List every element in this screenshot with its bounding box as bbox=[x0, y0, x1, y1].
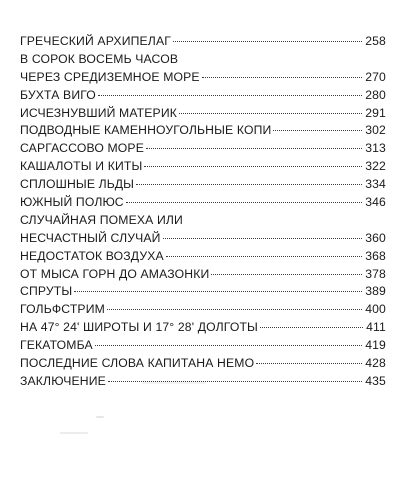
toc-entry-line bbox=[20, 301, 386, 319]
dot-leader bbox=[126, 202, 362, 203]
page-number: 368 bbox=[365, 248, 386, 263]
toc-entry bbox=[20, 283, 386, 301]
dot-leader bbox=[95, 345, 362, 346]
page-number: 428 bbox=[365, 356, 386, 371]
page-number: 360 bbox=[365, 230, 386, 245]
toc-entry bbox=[20, 337, 386, 355]
toc-entry-line bbox=[20, 105, 386, 123]
dot-leader bbox=[166, 256, 362, 257]
page-number: 389 bbox=[365, 284, 386, 299]
toc-entry-line bbox=[20, 266, 386, 284]
toc-entry bbox=[20, 194, 386, 212]
paper-smudge bbox=[60, 432, 88, 434]
chapter-title: СПЛОШНЫЕ ЛЬДЫ bbox=[20, 177, 135, 192]
page-number: 322 bbox=[365, 159, 386, 174]
dot-leader bbox=[74, 291, 362, 292]
toc-entry-line bbox=[20, 319, 386, 337]
toc-entry-line bbox=[20, 122, 386, 140]
toc-entry-line bbox=[20, 373, 386, 391]
toc-entry bbox=[20, 122, 386, 140]
toc-entry bbox=[20, 105, 386, 123]
dot-leader bbox=[107, 309, 362, 310]
toc-entry-line bbox=[20, 51, 386, 69]
dot-leader bbox=[136, 184, 362, 185]
page-number: 313 bbox=[365, 141, 386, 156]
page-number: 419 bbox=[365, 338, 386, 353]
chapter-title: НА 47° 24' ШИРОТЫ И 17° 28' ДОЛГОТЫ bbox=[20, 320, 258, 335]
page-number: 334 bbox=[365, 177, 386, 192]
toc-entry-line bbox=[20, 140, 386, 158]
chapter-title: ЧЕРЕЗ СРЕДИЗЕМНОЕ МОРЕ bbox=[20, 69, 200, 84]
chapter-title: В СОРОК ВОСЕМЬ ЧАСОВ bbox=[20, 51, 179, 66]
dot-leader bbox=[108, 381, 362, 382]
chapter-title: НЕСЧАСТНЫЙ СЛУЧАЙ bbox=[20, 230, 161, 245]
toc-entry-line bbox=[20, 158, 386, 176]
chapter-title: ОТ МЫСА ГОРН ДО АМАЗОНКИ bbox=[20, 266, 210, 281]
chapter-title: НЕДОСТАТОК ВОЗДУХА bbox=[20, 248, 164, 263]
toc-entry bbox=[20, 355, 386, 373]
chapter-title: ГРЕЧЕСКИЙ АРХИПЕЛАГ bbox=[20, 34, 171, 48]
toc-entry-line bbox=[20, 194, 386, 212]
chapter-title: ЮЖНЫЙ ПОЛЮС bbox=[20, 195, 124, 210]
page-number: 378 bbox=[365, 266, 386, 281]
toc-entry-line bbox=[20, 248, 386, 266]
chapter-title: ПОДВОДНЫЕ КАМЕННОУГОЛЬНЫЕ КОПИ bbox=[20, 123, 272, 138]
chapter-title: ПОСЛЕДНИЕ СЛОВА КАПИТАНА НЕМО bbox=[20, 356, 255, 371]
toc-entry-line bbox=[20, 69, 386, 87]
toc-entry bbox=[20, 140, 386, 158]
chapter-title: КАШАЛОТЫ И КИТЫ bbox=[20, 159, 143, 174]
table-of-contents bbox=[20, 33, 386, 391]
chapter-title: СПРУТЫ bbox=[20, 284, 73, 299]
toc-entry-line bbox=[20, 176, 386, 194]
page-number: 258 bbox=[365, 34, 386, 48]
toc-entry bbox=[20, 319, 386, 337]
chapter-title: ГОЛЬФСТРИМ bbox=[20, 302, 105, 317]
dot-leader bbox=[260, 327, 363, 328]
toc-entry-line bbox=[20, 355, 386, 373]
toc-entry bbox=[20, 373, 386, 391]
toc-entry-line bbox=[20, 87, 386, 105]
page-number: 411 bbox=[366, 320, 386, 335]
toc-entry bbox=[20, 158, 386, 176]
toc-entry bbox=[20, 212, 386, 248]
page-number: 280 bbox=[365, 87, 386, 102]
toc-entry bbox=[20, 266, 386, 284]
toc-entry bbox=[20, 301, 386, 319]
toc-entry-line bbox=[20, 337, 386, 355]
page-number: 435 bbox=[365, 373, 386, 388]
page-number: 302 bbox=[365, 123, 386, 138]
dot-leader bbox=[202, 77, 363, 78]
chapter-title: ИСЧЕЗНУВШИЙ МАТЕРИК bbox=[20, 105, 177, 120]
toc-entry bbox=[20, 33, 386, 51]
toc-entry-line bbox=[20, 33, 386, 51]
dot-leader bbox=[173, 41, 362, 42]
chapter-title: ЗАКЛЮЧЕНИЕ bbox=[20, 373, 106, 388]
chapter-title: СЛУЧАЙНАЯ ПОМЕХА ИЛИ bbox=[20, 212, 183, 227]
dot-leader bbox=[256, 363, 362, 364]
dot-leader bbox=[179, 113, 362, 114]
paper-smudge bbox=[96, 416, 104, 418]
chapter-title: САРГАССОВО МОРЕ bbox=[20, 141, 144, 156]
page-number: 270 bbox=[365, 69, 386, 84]
dot-leader bbox=[146, 148, 362, 149]
dot-leader bbox=[163, 238, 363, 239]
dot-leader bbox=[273, 130, 362, 131]
toc-entry bbox=[20, 87, 386, 105]
chapter-title: БУХТА ВИГО bbox=[20, 87, 96, 102]
dot-leader bbox=[211, 274, 362, 275]
toc-entry-line bbox=[20, 283, 386, 301]
toc-entry-line bbox=[20, 212, 386, 230]
toc-entry bbox=[20, 51, 386, 87]
page-number: 346 bbox=[365, 195, 386, 210]
toc-entry-line bbox=[20, 230, 386, 248]
toc-entry bbox=[20, 248, 386, 266]
toc-entry bbox=[20, 176, 386, 194]
dot-leader bbox=[144, 166, 362, 167]
page-number: 400 bbox=[365, 302, 386, 317]
dot-leader bbox=[98, 95, 362, 96]
chapter-title: ГЕКАТОМБА bbox=[20, 338, 93, 353]
page-number: 291 bbox=[365, 105, 386, 120]
